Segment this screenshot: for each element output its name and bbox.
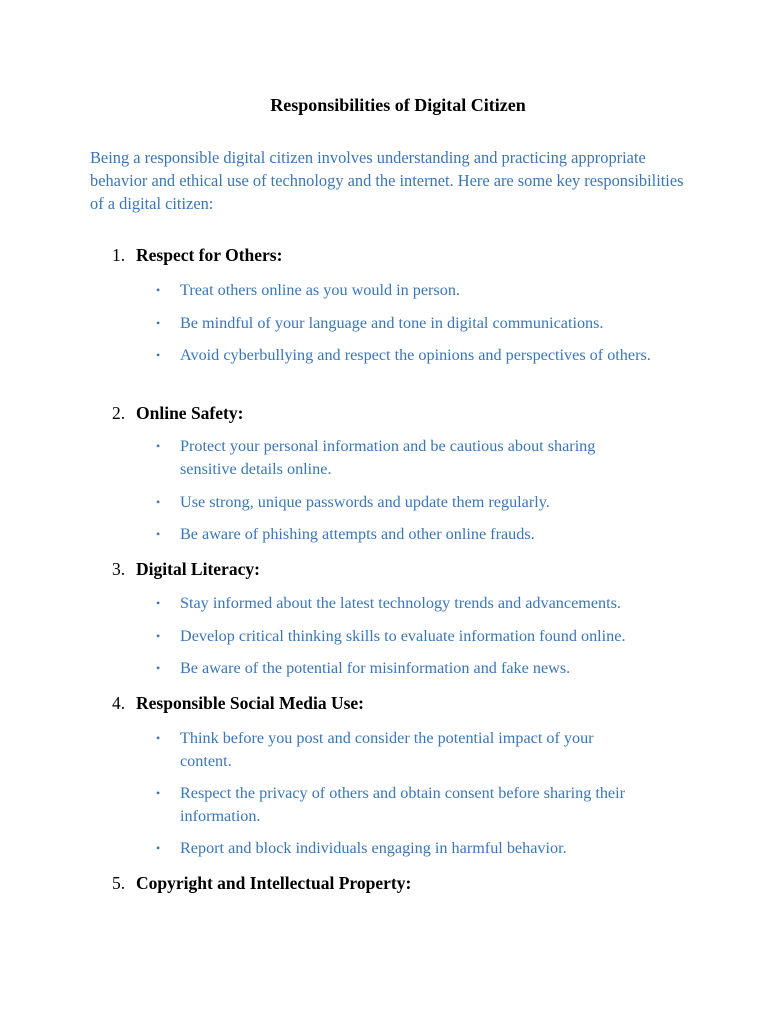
list-item-text: Think before you post and consider the potential impact of your content. xyxy=(180,729,594,770)
section-label: Copyright and Intellectual Property: xyxy=(136,873,412,893)
bullet-icon: • xyxy=(156,439,161,453)
list-item xyxy=(156,435,656,481)
list-item-text: Stay informed about the latest technology trends and advancements. xyxy=(180,594,621,612)
section-number: 2. xyxy=(112,403,126,423)
section-heading-copyright xyxy=(112,872,411,894)
list-item-text: Report and block individuals engaging in harmful behavior. xyxy=(180,839,567,857)
section-label: Responsible Social Media Use: xyxy=(136,693,364,713)
list-item-text: Develop critical thinking skills to evaluate information found online. xyxy=(180,627,626,645)
bullet-icon: • xyxy=(156,731,161,745)
list-item-text: Treat others online as you would in person. xyxy=(180,281,460,299)
bullet-icon: • xyxy=(156,596,161,610)
bullet-icon: • xyxy=(156,661,161,675)
list-item xyxy=(156,625,696,648)
section-heading-online-safety xyxy=(112,402,243,424)
bullet-icon: • xyxy=(156,348,161,362)
list-item-text: Respect the privacy of others and obtain consent before sharing their information. xyxy=(180,784,626,825)
list-item xyxy=(156,312,696,335)
list-item xyxy=(156,592,696,615)
bullet-icon: • xyxy=(156,841,161,855)
list-item xyxy=(156,491,696,514)
list-item xyxy=(156,523,696,546)
section-number: 4. xyxy=(112,693,126,713)
section-label: Respect for Others: xyxy=(136,245,283,265)
section-heading-digital-literacy xyxy=(112,558,260,580)
bullet-icon: • xyxy=(156,629,161,643)
section-heading-respect xyxy=(112,244,282,266)
bullet-icon: • xyxy=(156,495,161,509)
list-item-text: Be aware of phishing attempts and other online frauds. xyxy=(180,525,535,543)
list-item-text: Be aware of the potential for misinformation and fake news. xyxy=(180,659,571,677)
list-item-text: Be mindful of your language and tone in digital communications. xyxy=(180,314,604,332)
list-item xyxy=(156,657,696,680)
list-item xyxy=(156,279,696,302)
section-number: 5. xyxy=(112,873,126,893)
intro-paragraph: Being a responsible digital citizen involves understanding and practicing appropriate behavior and ethical use of technology and the internet. Here are some key responsibilities of a digital citizen: xyxy=(90,148,684,213)
section-heading-social-media xyxy=(112,692,364,714)
bullet-icon: • xyxy=(156,786,161,800)
list-item-text: Avoid cyberbullying and respect the opinions and perspectives of others. xyxy=(180,346,651,364)
bullet-icon: • xyxy=(156,527,161,541)
list-item xyxy=(156,837,696,860)
section-number: 3. xyxy=(112,559,126,579)
bullet-icon: • xyxy=(156,283,161,297)
list-item xyxy=(156,344,656,367)
section-label: Digital Literacy: xyxy=(136,559,260,579)
section-number: 1. xyxy=(112,245,126,265)
list-item-text: Use strong, unique passwords and update them regularly. xyxy=(180,493,550,511)
bullet-icon: • xyxy=(156,316,161,330)
page-title: Responsibilities of Digital Citizen xyxy=(270,95,526,115)
list-item-text: Protect your personal information and be cautious about sharing sensitive details online. xyxy=(180,437,596,478)
list-item xyxy=(156,727,646,773)
section-label: Online Safety: xyxy=(136,403,244,423)
list-item xyxy=(156,782,681,828)
